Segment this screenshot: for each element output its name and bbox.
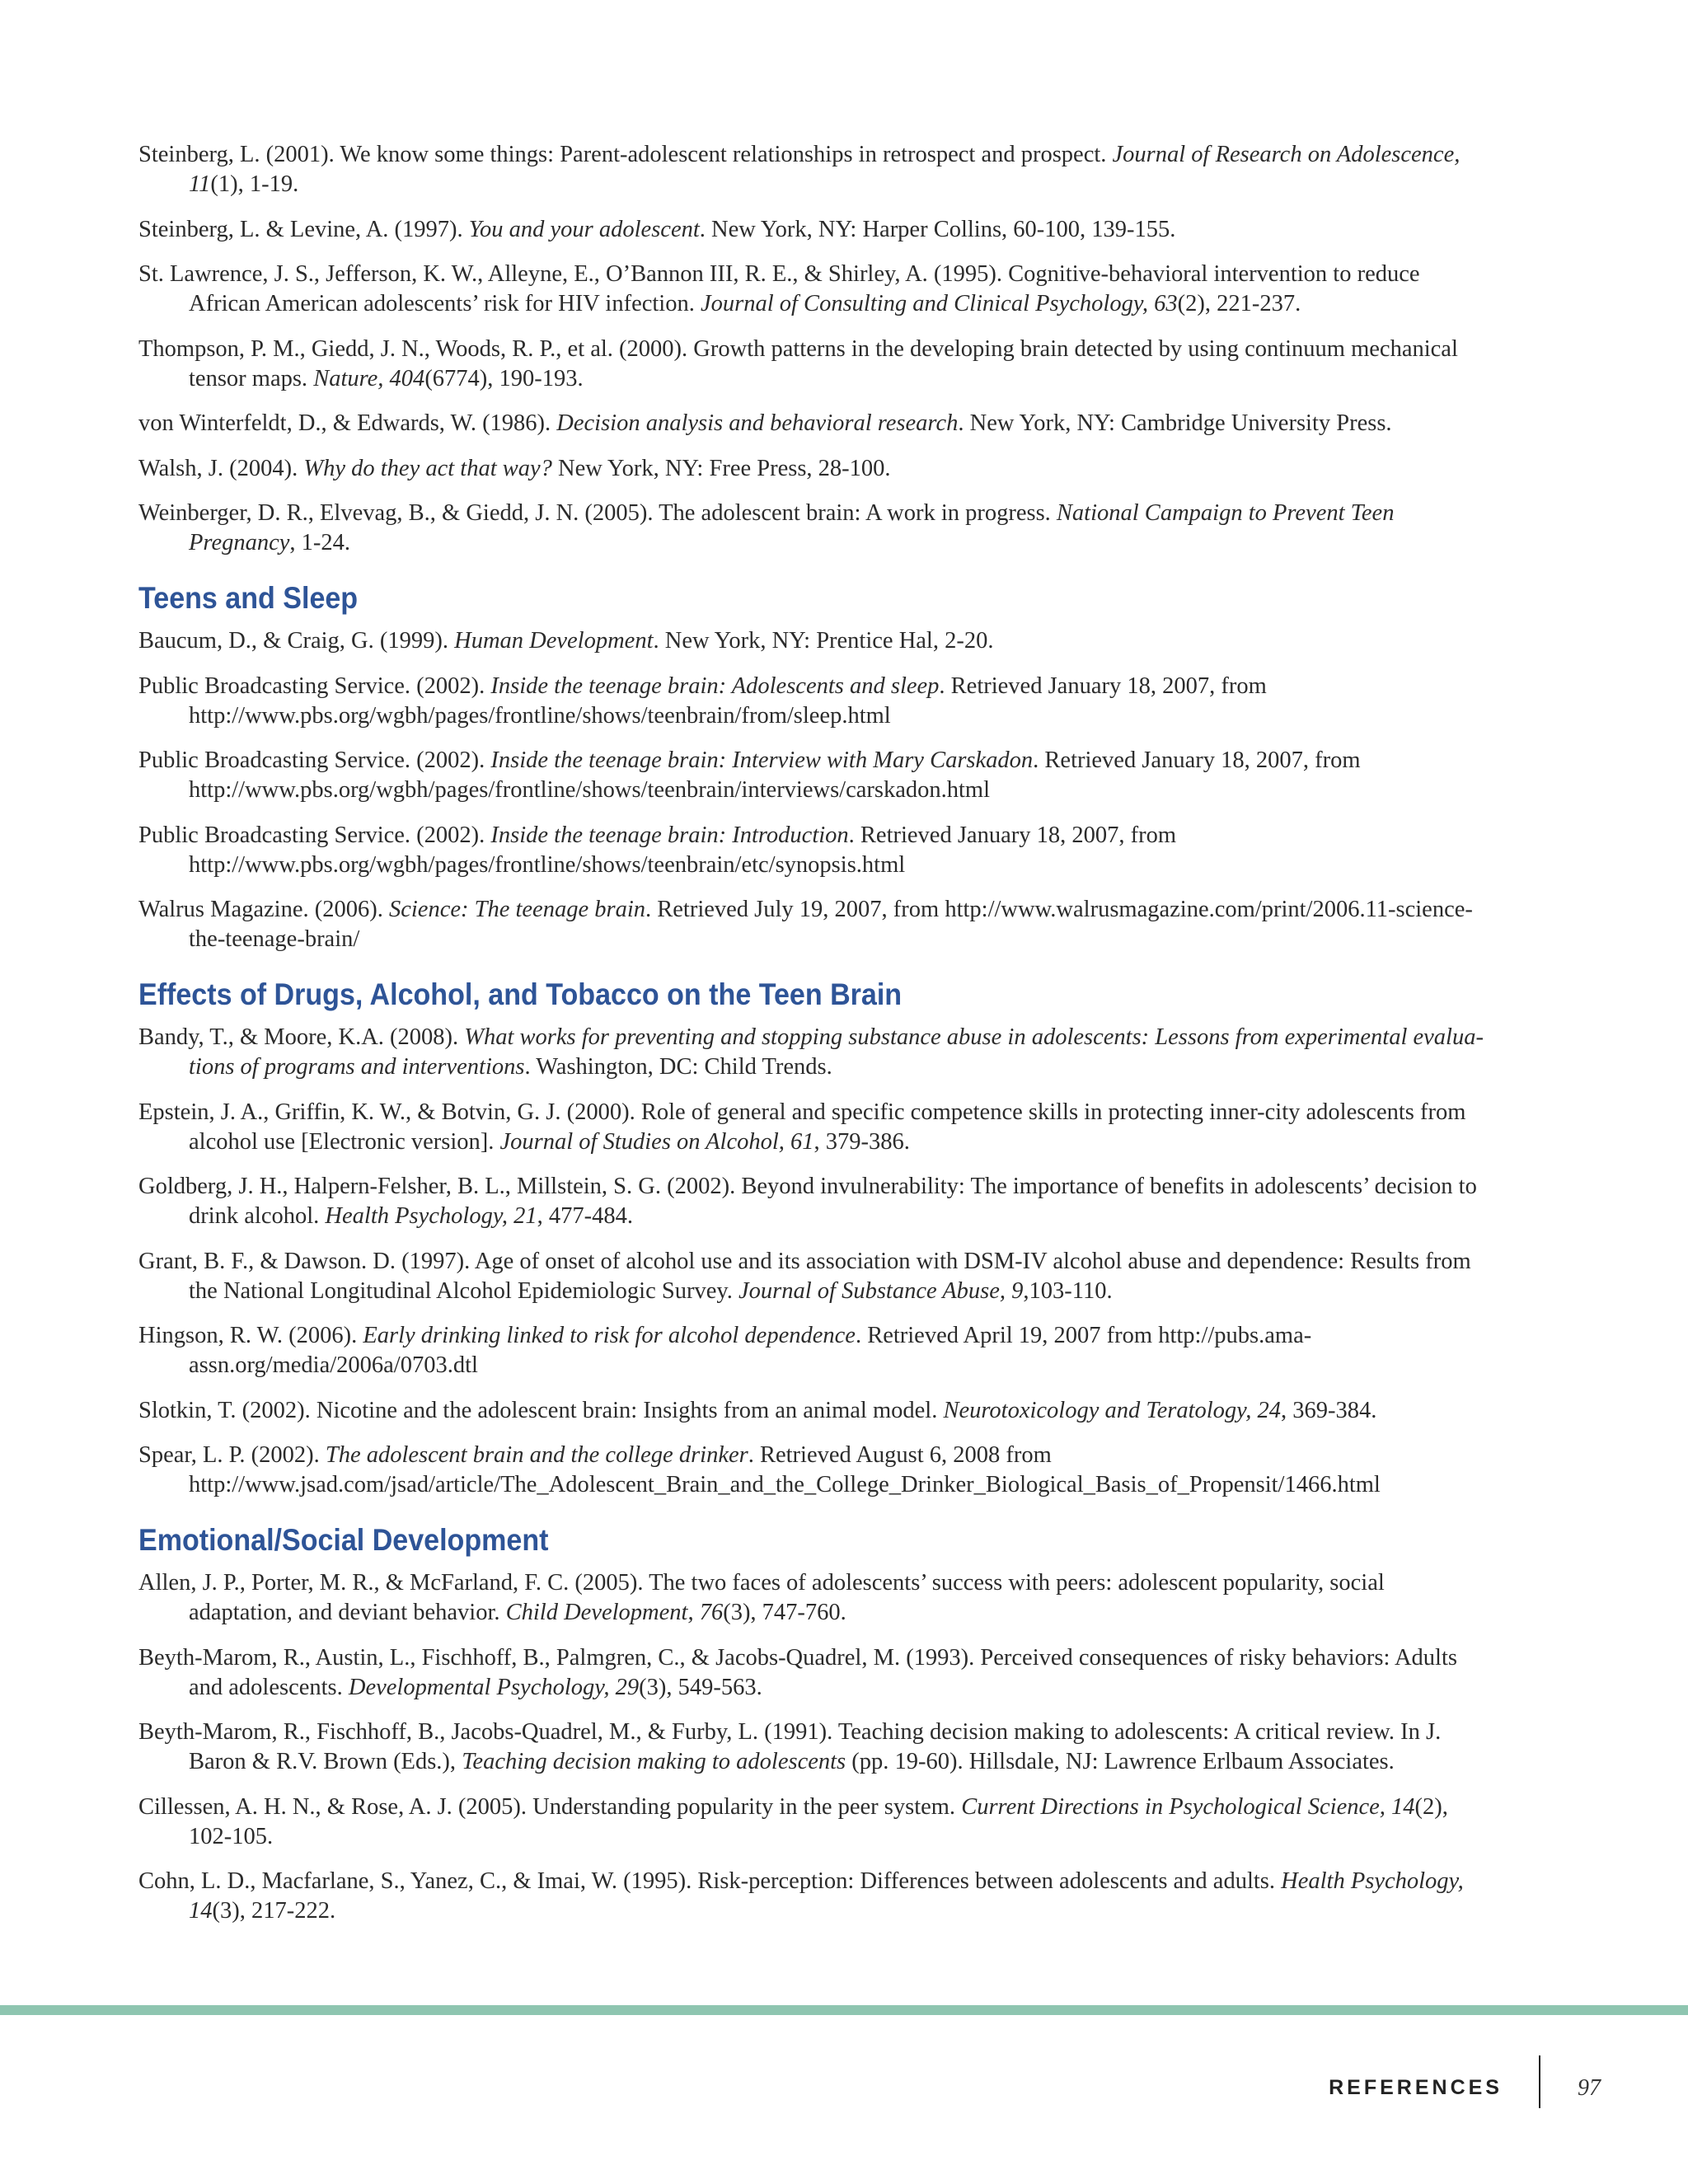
reference-text: Epstein, J. A., Griffin, K. W., & Botvin, G. J. (2000). Role of general and specific competence skills in protecting inner-city adolescents from alcohol use [Electronic version]. <box>138 1099 1466 1155</box>
reference-entry <box>138 746 1484 805</box>
reference-entry <box>138 626 1484 656</box>
reference-text: . Washington, DC: Child Trends. <box>524 1054 832 1080</box>
reference-entry <box>138 1396 1484 1426</box>
reference-text: . Retrieved January 18, 2007, from http://www.pbs.org/wgbh/pages/frontline/shows/teenbrain/from/sleep.html <box>189 673 1267 729</box>
reference-text: . Retrieved April 19, 2007 from http://pubs.ama-assn.org/media/2006a/0703.dtl <box>189 1323 1312 1378</box>
reference-entry <box>138 1441 1484 1500</box>
reference-text: Beyth-Marom, R., Fischhoff, B., Jacobs-Quadrel, M., & Furby, L. (1991). Teaching decision making to adolescents: A critical review. In J. Baron & R.V. Brown (Eds.), <box>138 1719 1442 1774</box>
reference-title: Nature, 404 <box>313 365 425 391</box>
reference-text: von Winterfeldt, D., & Edwards, W. (1986). <box>138 410 557 436</box>
section-heading: Effects of Drugs, Alcohol, and Tobacco on the Teen Brain <box>138 977 903 1011</box>
reference-text: , 1-24. <box>289 530 351 555</box>
reference-text: ,103-110. <box>1023 1277 1113 1304</box>
reference-entry <box>138 1172 1484 1231</box>
reference-text: Cillessen, A. H. N., & Rose, A. J. (2005). Understanding popularity in the peer system. <box>138 1793 962 1820</box>
reference-text: . New York, NY: Harper Collins, 60-100, 139-155. <box>699 216 1176 242</box>
reference-text: . Retrieved January 18, 2007, from http://www.pbs.org/wgbh/pages/frontline/shows/teenbrain/etc/synopsis.html <box>189 822 1176 878</box>
reference-text: Bandy, T., & Moore, K.A. (2008). <box>138 1024 465 1050</box>
reference-title: Health Psychology, 14 <box>189 1868 1464 1924</box>
reference-text: (6774), 190-193. <box>424 365 584 391</box>
reference-text: Baucum, D., & Craig, G. (1999). <box>138 628 455 654</box>
reference-text: Steinberg, L. & Levine, A. (1997). <box>138 216 469 242</box>
section-heading: Emotional/Social Development <box>138 1523 549 1557</box>
reference-entry <box>138 140 1484 199</box>
reference-title: Decision analysis and behavioral research <box>556 410 959 436</box>
reference-text: . Retrieved January 18, 2007, from http://www.pbs.org/wgbh/pages/frontline/shows/teenbrain/interviews/carskadon.html <box>189 748 1361 803</box>
reference-text: Goldberg, J. H., Halpern-Felsher, B. L., Millstein, S. G. (2002). Beyond invulnerability: The importance of benefits in adolescents’ decision to drink alcohol. <box>138 1174 1477 1229</box>
reference-text: Grant, B. F., & Dawson. D. (1997). Age of onset of alcohol use and its association with DSM-IV alcohol abuse and dependence: Results from the National Longitudinal Alcohol Epidemiologic Survey. <box>138 1248 1471 1304</box>
reference-text: Public Broadcasting Service. (2002). <box>138 748 491 773</box>
reference-text: (1), 1-19. <box>210 171 299 197</box>
reference-text: (2), 102-105. <box>189 1793 1448 1849</box>
reference-text: New York, NY: Free Press, 28-100. <box>551 455 891 481</box>
reference-title: Journal of Research on Adolescence, 11 <box>189 142 1461 197</box>
reference-title: Journal of Consulting and Clinical Psychology, 63 <box>700 291 1178 316</box>
reference-title: Journal of Studies on Alcohol, 61 <box>499 1128 814 1155</box>
reference-entry <box>138 1321 1484 1380</box>
reference-title: Teaching decision making to adolescents <box>462 1749 846 1774</box>
reference-title: National Campaign to Prevent Teen Pregnancy <box>189 500 1395 555</box>
reference-text: (pp. 19-60). Hillsdale, NJ: Lawrence Erlbaum Associates. <box>846 1749 1395 1774</box>
reference-entry <box>138 1793 1484 1852</box>
reference-entry <box>138 335 1484 394</box>
reference-text: Thompson, P. M., Giedd, J. N., Woods, R. P., et al. (2000). Growth patterns in the developing brain detected by using continuum mechanical tensor maps. <box>138 335 1458 391</box>
reference-title: Inside the teenage brain: Adolescents and sleep <box>490 673 940 699</box>
reference-entry <box>138 1867 1484 1926</box>
reference-entry <box>138 260 1484 319</box>
reference-entry <box>138 895 1484 954</box>
reference-title: Journal of Substance Abuse, 9 <box>738 1277 1024 1304</box>
reference-title: Human Development <box>454 628 654 654</box>
reference-text: Spear, L. P. (2002). <box>138 1442 326 1468</box>
footer-divider <box>1539 2055 1540 2108</box>
references-list <box>138 140 1484 1942</box>
reference-text: Allen, J. P., Porter, M. R., & McFarland, F. C. (2005). The two faces of adolescents’ success with peers: adolescent popularity, social adaptation, and deviant behavior. <box>138 1570 1385 1625</box>
reference-title: Science: The teenage brain <box>388 897 645 922</box>
reference-text: , 379-386. <box>814 1128 910 1155</box>
reference-text: . New York, NY: Cambridge University Press. <box>958 410 1392 436</box>
reference-text: Public Broadcasting Service. (2002). <box>138 822 491 848</box>
reference-text: . Retrieved August 6, 2008 from http://www.jsad.com/jsad/article/The_Adolescent_Brain_and_the_College_Drinker_Biological_Basis_of_Propensit/1466.html <box>189 1442 1381 1497</box>
reference-entry <box>138 672 1484 731</box>
reference-title: Inside the teenage brain: Introduction <box>490 822 849 848</box>
reference-text: St. Lawrence, J. S., Jefferson, K. W., Alleyne, E., O’Bannon III, R. E., & Shirley, A. (1995). Cognitive-behavioral intervention to reduce African American adolescents’ risk for HIV infection. <box>138 261 1420 316</box>
reference-text: (3), 549-563. <box>639 1674 762 1700</box>
reference-entry <box>138 215 1484 245</box>
reference-text: Hingson, R. W. (2006). <box>138 1323 363 1348</box>
reference-text: (3), 217-222. <box>212 1898 336 1924</box>
page-number: 97 <box>1578 2075 1601 2101</box>
reference-entry <box>138 499 1484 558</box>
reference-text: . New York, NY: Prentice Hal, 2-20. <box>653 628 994 654</box>
reference-entry <box>138 1643 1484 1703</box>
reference-title: You and your adolescent <box>468 216 700 242</box>
reference-title: Neurotoxicology and Teratology, 24 <box>943 1397 1281 1423</box>
reference-entry <box>138 454 1484 484</box>
reference-text: , 369-384. <box>1281 1397 1377 1423</box>
reference-text: Weinberger, D. R., Elvevag, B., & Giedd, J. N. (2005). The adolescent brain: A work in progress. <box>138 500 1057 526</box>
reference-text: . Retrieved July 19, 2007, from http://www.walrusmagazine.com/print/2006.11-science-the-teenage-brain/ <box>189 897 1473 952</box>
reference-title: The adolescent brain and the college drinker <box>325 1442 748 1468</box>
reference-entry <box>138 1718 1484 1777</box>
reference-text: , 477-484. <box>537 1203 634 1229</box>
reference-text: Walrus Magazine. (2006). <box>138 897 389 922</box>
footer-section-label: REFERENCES <box>1329 2076 1503 2099</box>
reference-entry <box>138 1247 1484 1306</box>
reference-entry <box>138 821 1484 880</box>
section-heading: Teens and Sleep <box>138 581 359 615</box>
reference-text: Walsh, J. (2004). <box>138 455 304 481</box>
reference-entry <box>138 1023 1484 1082</box>
reference-title: Child Development, 76 <box>505 1600 724 1625</box>
reference-text: (3), 747-760. <box>723 1600 846 1625</box>
reference-text: (2), 221-237. <box>1177 291 1301 316</box>
reference-text: Cohn, L. D., Macfarlane, S., Yanez, C., & Imai, W. (1995). Risk-perception: Differences between adolescents and adults. <box>138 1868 1282 1894</box>
reference-title: Early drinking linked to risk for alcohol dependence <box>363 1323 856 1348</box>
reference-title: What works for preventing and stopping substance abuse in adolescents: Lessons from experimental evaluations of programs and interventions <box>189 1024 1484 1080</box>
reference-entry <box>138 409 1484 438</box>
reference-text: Public Broadcasting Service. (2002). <box>138 673 491 699</box>
reference-entry <box>138 1568 1484 1628</box>
reference-title: Why do they act that way? <box>303 455 552 481</box>
reference-text: Slotkin, T. (2002). Nicotine and the adolescent brain: Insights from an animal model. <box>138 1397 944 1423</box>
reference-title: Health Psychology, 21 <box>325 1203 537 1229</box>
reference-entry <box>138 1098 1484 1157</box>
reference-title: Developmental Psychology, 29 <box>348 1674 640 1700</box>
reference-title: Inside the teenage brain: Interview with Mary Carskadon <box>490 748 1034 773</box>
reference-title: Current Directions in Psychological Science, 14 <box>961 1793 1415 1820</box>
reference-text: Beyth-Marom, R., Austin, L., Fischhoff, B., Palmgren, C., & Jacobs-Quadrel, M. (1993). Perceived consequences of risky behaviors: Adults and adolescents. <box>138 1644 1457 1700</box>
footer-rule <box>0 2005 1688 2015</box>
reference-text: Steinberg, L. (2001). We know some things: Parent-adolescent relationships in retrospect and prospect. <box>138 142 1113 167</box>
